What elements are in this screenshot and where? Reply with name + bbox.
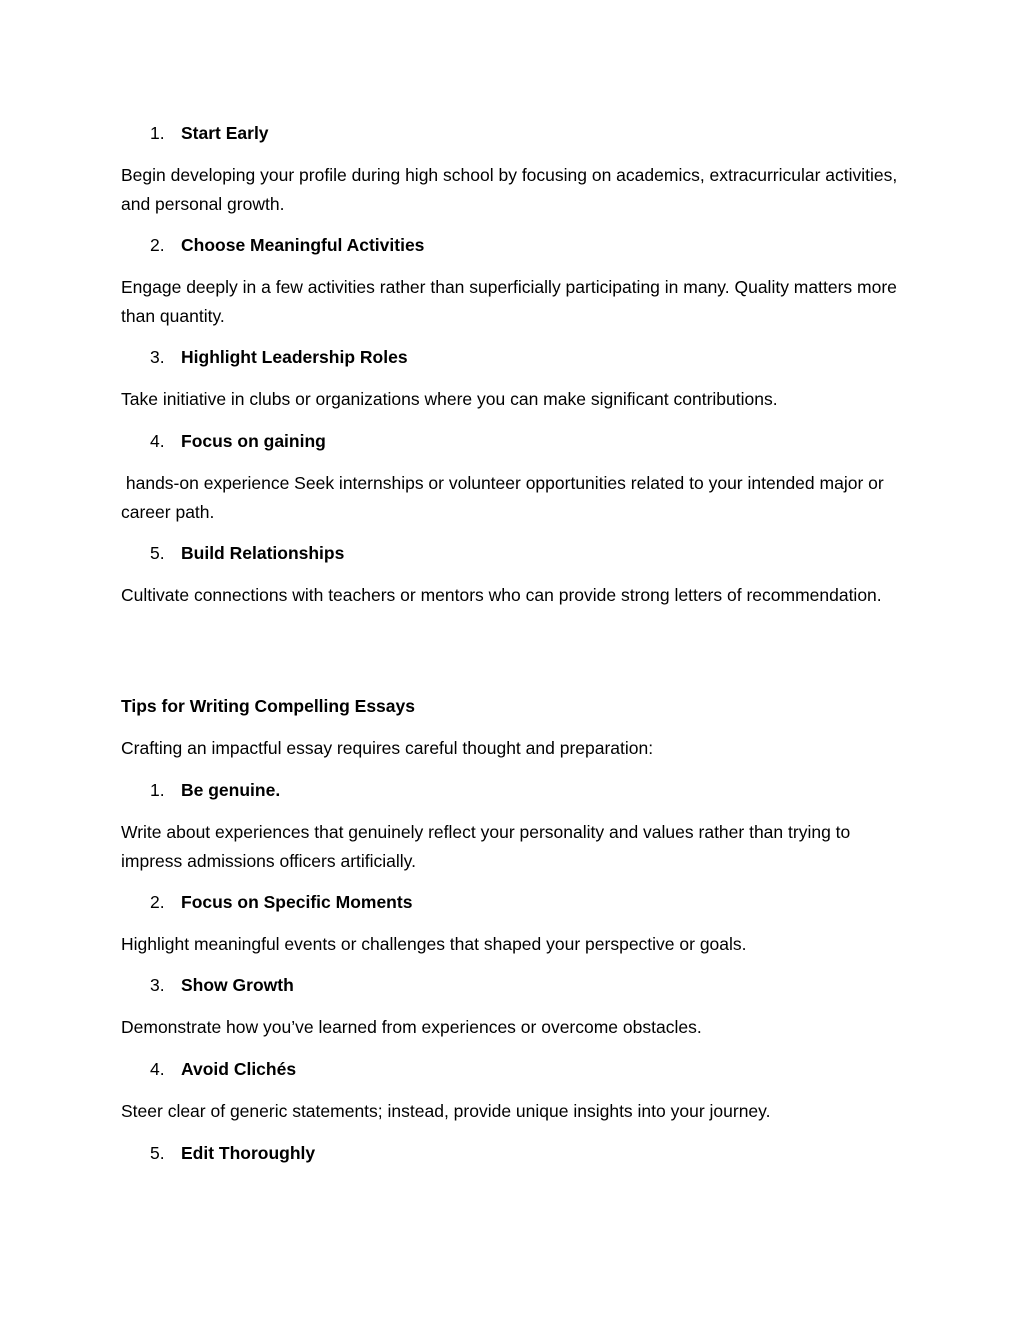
list-heading: Focus on gaining <box>181 431 326 451</box>
section-title: Tips for Writing Compelling Essays <box>121 696 415 716</box>
list-heading: Edit Thoroughly <box>181 1143 316 1163</box>
list-number: 1. <box>150 123 165 143</box>
list-number: 3. <box>150 347 165 367</box>
list-number: 5. <box>150 1143 165 1163</box>
list-heading: Avoid Clichés <box>181 1059 297 1079</box>
list-number: 2. <box>150 235 165 255</box>
section-intro: Crafting an impactful essay requires careful thought and preparation: <box>121 738 654 758</box>
paragraph: Steer clear of generic statements; instead, provide unique insights into your journey. <box>121 1101 771 1121</box>
list-heading: Highlight Leadership Roles <box>181 347 408 367</box>
list-number: 2. <box>150 892 165 912</box>
paragraph: Engage deeply in a few activities rather than superficially participating in many. Quality matters more than quantity. <box>121 277 897 326</box>
list-number: 5. <box>150 543 165 563</box>
paragraph: Write about experiences that genuinely reflect your personality and values rather than trying to impress admissions officers artificially. <box>121 822 851 871</box>
list-heading: Be genuine. <box>181 780 281 800</box>
list-heading: Focus on Specific Moments <box>181 892 413 912</box>
paragraph: hands-on experience Seek internships or volunteer opportunities related to your intended major or career path. <box>121 473 889 522</box>
paragraph: Demonstrate how you’ve learned from experiences or overcome obstacles. <box>121 1017 702 1037</box>
paragraph: Take initiative in clubs or organizations where you can make significant contributions. <box>121 389 778 409</box>
list-heading: Start Early <box>181 123 269 143</box>
paragraph: Cultivate connections with teachers or mentors who can provide strong letters of recommendation. <box>121 585 882 605</box>
list-heading: Build Relationships <box>181 543 345 563</box>
list-heading: Show Growth <box>181 975 294 995</box>
paragraph: Highlight meaningful events or challenges that shaped your perspective or goals. <box>121 934 747 954</box>
list-number: 4. <box>150 1059 165 1079</box>
list-number: 4. <box>150 431 165 451</box>
paragraph: Begin developing your profile during high school by focusing on academics, extracurricular activities, and personal growth. <box>121 165 898 214</box>
list-heading: Choose Meaningful Activities <box>181 235 425 255</box>
list-number: 1. <box>150 780 165 800</box>
list-number: 3. <box>150 975 165 995</box>
